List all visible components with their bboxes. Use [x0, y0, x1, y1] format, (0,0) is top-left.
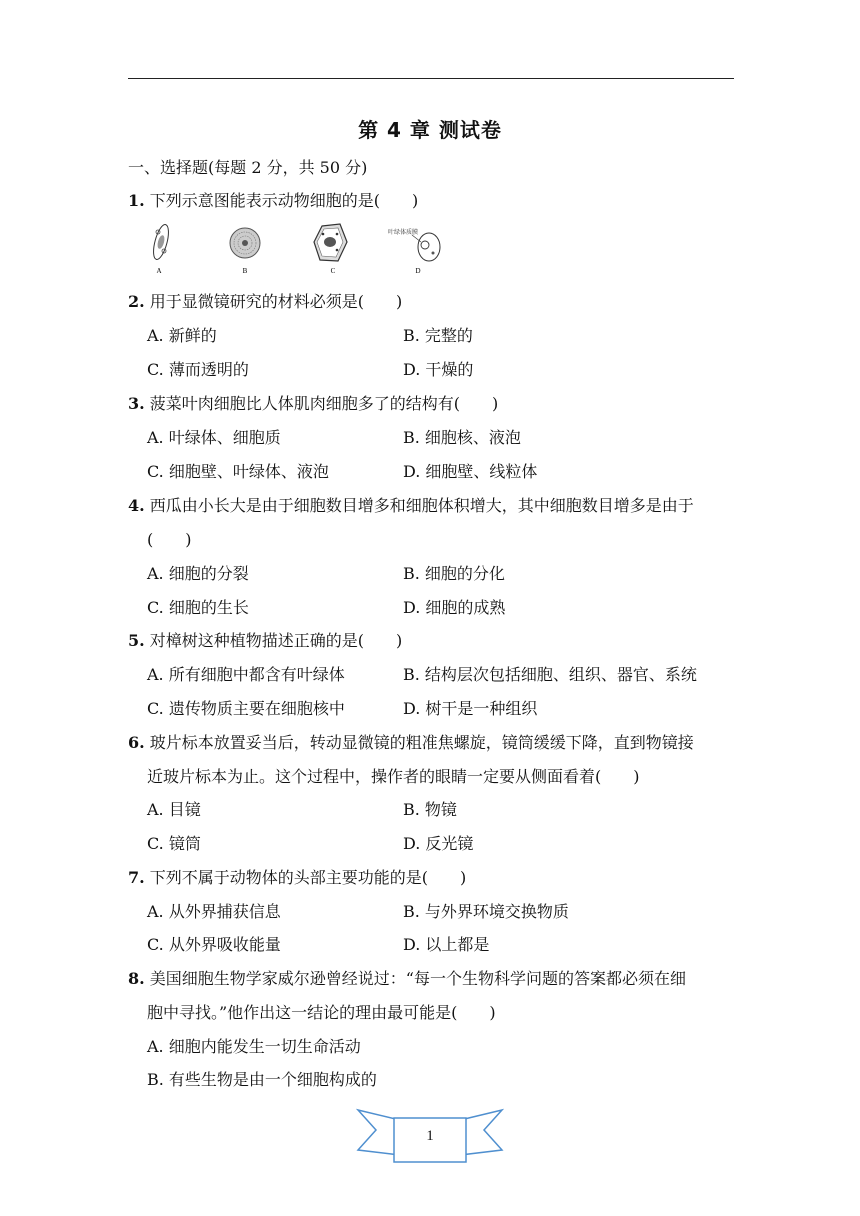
question-text: 美国细胞生物学家威尔逊曾经说过：“每一个生物科学问题的答案都必须在细 — [149, 969, 686, 988]
question-text: 玻片标本放置妥当后，转动显微镜的粗准焦螺旋，镜筒缓缓下降，直到物镜接 — [149, 733, 694, 752]
question-text: 对樟树这种植物描述正确的是( ) — [149, 631, 403, 650]
question-number: 6. — [128, 733, 145, 752]
figure-label-b: B — [242, 267, 248, 275]
question-number: 1. — [128, 191, 145, 210]
question-text-cont: 近玻片标本为止。这个过程中，操作者的眼睛一定要从侧面看着( ) — [147, 767, 640, 786]
option: C. 细胞壁、叶绿体、液泡 — [147, 462, 329, 481]
option: A. 从外界捕获信息 — [147, 902, 281, 921]
option: C. 镜筒 — [147, 834, 201, 853]
question-5 — [128, 631, 402, 651]
question-number: 7. — [128, 868, 145, 887]
page-number: 1 — [426, 1128, 434, 1144]
option: B. 结构层次包括细胞、组织、器官、系统 — [403, 665, 697, 684]
question-7 — [128, 868, 466, 888]
option: B. 与外界环境交换物质 — [403, 902, 569, 921]
option: A. 叶绿体、细胞质 — [147, 428, 281, 447]
figure-a-diagram — [151, 223, 172, 261]
option: A. 新鲜的 — [147, 326, 217, 345]
question-text: 用于显微镜研究的材料必须是( ) — [149, 292, 403, 311]
option: C. 遗传物质主要在细胞核中 — [147, 699, 345, 718]
figure-label-a: A — [156, 267, 162, 275]
option: A. 所有细胞中都含有叶绿体 — [147, 665, 345, 684]
question-4 — [128, 496, 694, 516]
question-number: 5. — [128, 631, 145, 650]
option: C. 从外界吸收能量 — [147, 935, 281, 954]
figure-c-diagram — [314, 224, 347, 261]
option: D. 细胞的成熟 — [403, 598, 506, 617]
option: A. 细胞内能发生一切生命活动 — [147, 1037, 361, 1056]
question-text: 下列示意图能表示动物细胞的是( ) — [149, 191, 419, 210]
figure-d-diagram — [412, 233, 440, 261]
figure-label-c: C — [330, 267, 336, 275]
question-number: 8. — [128, 969, 145, 988]
question-1 — [128, 191, 418, 211]
question-text-cont: ( ) — [147, 530, 192, 549]
question-text-cont: 胞中寻找。”他作出这一结论的理由最可能是( ) — [147, 1003, 496, 1022]
option: B. 有些生物是由一个细胞构成的 — [147, 1070, 377, 1089]
option: B. 物镜 — [403, 800, 457, 819]
option: D. 细胞壁、线粒体 — [403, 462, 538, 481]
option: C. 细胞的生长 — [147, 598, 249, 617]
question-number: 4. — [128, 496, 145, 515]
option: C. 薄而透明的 — [147, 360, 249, 379]
question-8 — [128, 969, 686, 989]
option: D. 树干是一种组织 — [403, 699, 538, 718]
figure-d-caption: 叶绿体质膜 — [387, 229, 419, 236]
option: A. 目镜 — [147, 800, 201, 819]
question-3 — [128, 394, 498, 414]
question-6 — [128, 733, 694, 753]
question-text: 西瓜由小长大是由于细胞数目增多和细胞体积增大，其中细胞数目增多是由于 — [149, 496, 694, 515]
question-number: 2. — [128, 292, 145, 311]
question-number: 3. — [128, 394, 145, 413]
question-2 — [128, 292, 402, 312]
page-title: 第 4 章 测试卷 — [358, 118, 502, 142]
option: A. 细胞的分裂 — [147, 564, 249, 583]
option: D. 反光镜 — [403, 834, 474, 853]
option: D. 以上都是 — [403, 935, 490, 954]
figure-b-diagram — [230, 228, 260, 258]
section-heading: 一、选择题(每题 2 分，共 50 分) — [128, 158, 368, 177]
question-text: 下列不属于动物体的头部主要功能的是( ) — [149, 868, 467, 887]
option: D. 干燥的 — [403, 360, 474, 379]
option: B. 完整的 — [403, 326, 473, 345]
figure-label-d: D — [415, 267, 421, 275]
cell-diagrams-figure — [144, 220, 444, 278]
option: B. 细胞的分化 — [403, 564, 505, 583]
header-rule — [128, 78, 734, 79]
question-text: 菠菜叶肉细胞比人体肌肉细胞多了的结构有( ) — [149, 394, 499, 413]
option: B. 细胞核、液泡 — [403, 428, 521, 447]
